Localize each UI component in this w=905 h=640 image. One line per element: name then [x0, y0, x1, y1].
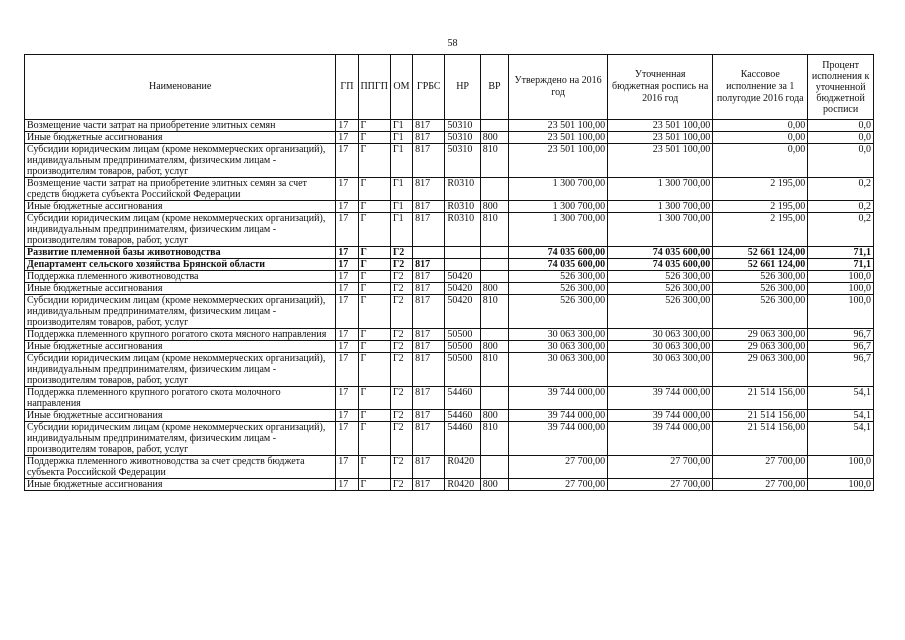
row-cash: 29 063 300,00	[713, 341, 808, 353]
row-name: Департамент сельского хозяйства Брянской области	[25, 259, 336, 271]
row-grbs: 817	[413, 144, 445, 178]
row-percent: 100,0	[808, 479, 874, 491]
row-vr	[480, 329, 508, 341]
row-grbs: 817	[413, 283, 445, 295]
row-cash: 526 300,00	[713, 283, 808, 295]
row-om: Г1	[390, 213, 412, 247]
row-cash: 21 514 156,00	[713, 387, 808, 410]
row-nr: 54460	[445, 387, 480, 410]
row-cash: 2 195,00	[713, 178, 808, 201]
row-ppgp: Г	[358, 283, 390, 295]
row-cash: 29 063 300,00	[713, 329, 808, 341]
row-percent: 71,1	[808, 247, 874, 259]
row-approved: 74 035 600,00	[509, 259, 608, 271]
row-om: Г2	[390, 422, 412, 456]
row-percent: 0,0	[808, 144, 874, 178]
row-refined: 526 300,00	[608, 295, 713, 329]
table-row	[25, 341, 874, 353]
row-refined: 74 035 600,00	[608, 247, 713, 259]
row-refined: 1 300 700,00	[608, 201, 713, 213]
row-om: Г1	[390, 201, 412, 213]
row-vr: 800	[480, 283, 508, 295]
row-approved: 23 501 100,00	[509, 120, 608, 132]
row-gp: 17	[336, 178, 358, 201]
row-nr: 50500	[445, 329, 480, 341]
row-gp: 17	[336, 144, 358, 178]
row-ppgp: Г	[358, 353, 390, 387]
row-percent: 54,1	[808, 410, 874, 422]
table-row	[25, 247, 874, 259]
row-name: Субсидии юридическим лицам (кроме некоммерческих организаций), индивидуальным предпринимателям, физическим лицам - производителям товаров, работ, услуг	[25, 213, 336, 247]
row-nr: 50310	[445, 120, 480, 132]
row-ppgp: Г	[358, 213, 390, 247]
row-om: Г2	[390, 295, 412, 329]
row-name: Поддержка племенного животноводства	[25, 271, 336, 283]
row-name: Субсидии юридическим лицам (кроме некоммерческих организаций), индивидуальным предпринимателям, физическим лицам - производителям товаров, работ, услуг	[25, 353, 336, 387]
row-om: Г2	[390, 387, 412, 410]
row-name: Развитие племенной базы животноводства	[25, 247, 336, 259]
row-om: Г1	[390, 144, 412, 178]
row-grbs: 817	[413, 353, 445, 387]
row-refined: 39 744 000,00	[608, 387, 713, 410]
row-vr: 800	[480, 410, 508, 422]
table-row	[25, 456, 874, 479]
row-ppgp: Г	[358, 178, 390, 201]
row-om: Г1	[390, 120, 412, 132]
row-refined: 39 744 000,00	[608, 422, 713, 456]
row-approved: 526 300,00	[509, 295, 608, 329]
row-nr: 50310	[445, 144, 480, 178]
row-om: Г1	[390, 178, 412, 201]
row-name: Иные бюджетные ассигнования	[25, 132, 336, 144]
row-grbs	[413, 247, 445, 259]
row-gp: 17	[336, 295, 358, 329]
row-ppgp: Г	[358, 456, 390, 479]
row-gp: 17	[336, 247, 358, 259]
table-row	[25, 329, 874, 341]
row-nr: 50500	[445, 353, 480, 387]
header-cash: Кассовое исполнение за 1 полугодие 2016 года	[713, 55, 808, 120]
row-name: Поддержка племенного крупного рогатого скота молочного направления	[25, 387, 336, 410]
row-ppgp: Г	[358, 341, 390, 353]
row-approved: 30 063 300,00	[509, 329, 608, 341]
row-percent: 96,7	[808, 329, 874, 341]
row-cash: 52 661 124,00	[713, 247, 808, 259]
row-cash: 21 514 156,00	[713, 422, 808, 456]
row-percent: 0,2	[808, 178, 874, 201]
row-refined: 526 300,00	[608, 271, 713, 283]
row-gp: 17	[336, 341, 358, 353]
row-grbs: 817	[413, 422, 445, 456]
row-nr: 50420	[445, 271, 480, 283]
row-om: Г2	[390, 247, 412, 259]
row-refined: 1 300 700,00	[608, 213, 713, 247]
row-grbs: 817	[413, 132, 445, 144]
row-name: Субсидии юридическим лицам (кроме некоммерческих организаций), индивидуальным предпринимателям, физическим лицам - производителям товаров, работ, услуг	[25, 295, 336, 329]
header-vr: ВР	[480, 55, 508, 120]
row-cash: 52 661 124,00	[713, 259, 808, 271]
row-om: Г2	[390, 259, 412, 271]
row-gp: 17	[336, 456, 358, 479]
row-vr: 810	[480, 144, 508, 178]
header-name: Наименование	[25, 55, 336, 120]
row-grbs: 817	[413, 120, 445, 132]
row-om: Г2	[390, 456, 412, 479]
row-gp: 17	[336, 353, 358, 387]
table-row	[25, 132, 874, 144]
row-om: Г2	[390, 479, 412, 491]
row-gp: 17	[336, 410, 358, 422]
row-om: Г2	[390, 410, 412, 422]
row-name: Иные бюджетные ассигнования	[25, 341, 336, 353]
table-row	[25, 213, 874, 247]
row-cash: 21 514 156,00	[713, 410, 808, 422]
row-percent: 100,0	[808, 283, 874, 295]
row-vr	[480, 387, 508, 410]
row-refined: 30 063 300,00	[608, 353, 713, 387]
row-name: Поддержка племенного крупного рогатого скота мясного направления	[25, 329, 336, 341]
row-cash: 27 700,00	[713, 479, 808, 491]
row-cash: 27 700,00	[713, 456, 808, 479]
header-grbs: ГРБС	[413, 55, 445, 120]
row-approved: 1 300 700,00	[509, 201, 608, 213]
row-refined: 23 501 100,00	[608, 120, 713, 132]
row-grbs: 817	[413, 329, 445, 341]
row-vr	[480, 178, 508, 201]
page-number: 58	[447, 38, 458, 49]
row-nr: 54460	[445, 422, 480, 456]
row-name: Возмещение части затрат на приобретение элитных семян за счет средств бюджета субъекта Российской Федерации	[25, 178, 336, 201]
row-vr	[480, 271, 508, 283]
row-gp: 17	[336, 479, 358, 491]
row-cash: 526 300,00	[713, 295, 808, 329]
table-row	[25, 178, 874, 201]
row-refined: 526 300,00	[608, 283, 713, 295]
row-vr: 800	[480, 341, 508, 353]
row-nr: R0310	[445, 213, 480, 247]
row-ppgp: Г	[358, 144, 390, 178]
row-ppgp: Г	[358, 422, 390, 456]
row-percent: 54,1	[808, 387, 874, 410]
row-nr: 50420	[445, 295, 480, 329]
row-percent: 100,0	[808, 295, 874, 329]
row-vr: 800	[480, 201, 508, 213]
row-vr: 810	[480, 422, 508, 456]
row-ppgp: Г	[358, 271, 390, 283]
table-row	[25, 271, 874, 283]
row-grbs: 817	[413, 387, 445, 410]
row-refined: 27 700,00	[608, 479, 713, 491]
row-refined: 23 501 100,00	[608, 132, 713, 144]
row-refined: 74 035 600,00	[608, 259, 713, 271]
row-om: Г2	[390, 329, 412, 341]
row-approved: 23 501 100,00	[509, 144, 608, 178]
table-row	[25, 144, 874, 178]
row-ppgp: Г	[358, 120, 390, 132]
table-row	[25, 422, 874, 456]
table-row	[25, 120, 874, 132]
row-approved: 1 300 700,00	[509, 178, 608, 201]
row-gp: 17	[336, 201, 358, 213]
row-name: Субсидии юридическим лицам (кроме некоммерческих организаций), индивидуальным предпринимателям, физическим лицам - производителям товаров, работ, услуг	[25, 422, 336, 456]
row-ppgp: Г	[358, 247, 390, 259]
row-grbs: 817	[413, 295, 445, 329]
row-gp: 17	[336, 283, 358, 295]
row-approved: 39 744 000,00	[509, 387, 608, 410]
row-percent: 0,0	[808, 132, 874, 144]
row-grbs: 817	[413, 410, 445, 422]
row-gp: 17	[336, 387, 358, 410]
row-refined: 1 300 700,00	[608, 178, 713, 201]
row-grbs: 817	[413, 178, 445, 201]
row-grbs: 817	[413, 259, 445, 271]
header-ppgp: ППГП	[358, 55, 390, 120]
table-header-row	[25, 55, 874, 120]
row-nr	[445, 259, 480, 271]
row-ppgp: Г	[358, 387, 390, 410]
row-om: Г2	[390, 271, 412, 283]
row-gp: 17	[336, 422, 358, 456]
header-om: ОМ	[390, 55, 412, 120]
row-percent: 100,0	[808, 271, 874, 283]
row-vr	[480, 456, 508, 479]
row-cash: 0,00	[713, 120, 808, 132]
row-nr	[445, 247, 480, 259]
row-refined: 23 501 100,00	[608, 144, 713, 178]
row-percent: 100,0	[808, 456, 874, 479]
row-om: Г2	[390, 353, 412, 387]
row-approved: 27 700,00	[509, 479, 608, 491]
row-nr: R0420	[445, 479, 480, 491]
row-name: Иные бюджетные ассигнования	[25, 479, 336, 491]
row-name: Иные бюджетные ассигнования	[25, 283, 336, 295]
header-gp: ГП	[336, 55, 358, 120]
row-approved: 23 501 100,00	[509, 132, 608, 144]
row-percent: 54,1	[808, 422, 874, 456]
row-refined: 39 744 000,00	[608, 410, 713, 422]
header-nr: НР	[445, 55, 480, 120]
row-vr: 810	[480, 295, 508, 329]
row-percent: 96,7	[808, 341, 874, 353]
table-row	[25, 479, 874, 491]
row-grbs: 817	[413, 479, 445, 491]
row-vr: 810	[480, 213, 508, 247]
row-om: Г2	[390, 341, 412, 353]
table-row	[25, 353, 874, 387]
row-approved: 39 744 000,00	[509, 422, 608, 456]
row-ppgp: Г	[358, 410, 390, 422]
row-nr: R0420	[445, 456, 480, 479]
row-gp: 17	[336, 120, 358, 132]
header-approved: Утверждено на 2016 год	[509, 55, 608, 120]
row-approved: 74 035 600,00	[509, 247, 608, 259]
row-approved: 30 063 300,00	[509, 341, 608, 353]
row-ppgp: Г	[358, 201, 390, 213]
row-grbs: 817	[413, 456, 445, 479]
table-row	[25, 201, 874, 213]
row-om: Г1	[390, 132, 412, 144]
row-percent: 0,0	[808, 120, 874, 132]
row-percent: 71,1	[808, 259, 874, 271]
row-name: Субсидии юридическим лицам (кроме некоммерческих организаций), индивидуальным предпринимателям, физическим лицам - производителям товаров, работ, услуг	[25, 144, 336, 178]
row-name: Иные бюджетные ассигнования	[25, 201, 336, 213]
row-percent: 96,7	[808, 353, 874, 387]
row-approved: 39 744 000,00	[509, 410, 608, 422]
row-approved: 526 300,00	[509, 271, 608, 283]
row-approved: 27 700,00	[509, 456, 608, 479]
row-name: Возмещение части затрат на приобретение элитных семян	[25, 120, 336, 132]
row-percent: 0,2	[808, 201, 874, 213]
table-row	[25, 259, 874, 271]
row-grbs: 817	[413, 341, 445, 353]
row-ppgp: Г	[358, 295, 390, 329]
budget-execution-table	[24, 54, 874, 491]
row-gp: 17	[336, 132, 358, 144]
row-nr: 54460	[445, 410, 480, 422]
row-name: Иные бюджетные ассигнования	[25, 410, 336, 422]
row-cash: 526 300,00	[713, 271, 808, 283]
row-vr: 800	[480, 132, 508, 144]
table-row	[25, 283, 874, 295]
row-refined: 27 700,00	[608, 456, 713, 479]
row-nr: 50310	[445, 132, 480, 144]
row-grbs: 817	[413, 201, 445, 213]
row-vr	[480, 247, 508, 259]
row-nr: 50500	[445, 341, 480, 353]
row-cash: 0,00	[713, 144, 808, 178]
row-om: Г2	[390, 283, 412, 295]
row-cash: 29 063 300,00	[713, 353, 808, 387]
row-ppgp: Г	[358, 259, 390, 271]
row-name: Поддержка племенного животноводства за счет средств бюджета субъекта Российской Федерации	[25, 456, 336, 479]
row-refined: 30 063 300,00	[608, 341, 713, 353]
row-gp: 17	[336, 329, 358, 341]
row-gp: 17	[336, 271, 358, 283]
row-gp: 17	[336, 259, 358, 271]
row-approved: 1 300 700,00	[509, 213, 608, 247]
row-percent: 0,2	[808, 213, 874, 247]
row-nr: R0310	[445, 201, 480, 213]
row-cash: 2 195,00	[713, 201, 808, 213]
row-cash: 2 195,00	[713, 213, 808, 247]
row-ppgp: Г	[358, 132, 390, 144]
row-vr	[480, 120, 508, 132]
table-row	[25, 387, 874, 410]
row-grbs: 817	[413, 213, 445, 247]
row-vr: 800	[480, 479, 508, 491]
header-refined: Уточненная бюджетная роспись на 2016 год	[608, 55, 713, 120]
row-nr: 50420	[445, 283, 480, 295]
table-row	[25, 295, 874, 329]
row-ppgp: Г	[358, 479, 390, 491]
row-refined: 30 063 300,00	[608, 329, 713, 341]
table-row	[25, 410, 874, 422]
row-vr: 810	[480, 353, 508, 387]
row-approved: 30 063 300,00	[509, 353, 608, 387]
header-percent: Процент исполнения к уточненной бюджетной росписи	[808, 55, 874, 120]
row-cash: 0,00	[713, 132, 808, 144]
row-approved: 526 300,00	[509, 283, 608, 295]
row-nr: R0310	[445, 178, 480, 201]
row-vr	[480, 259, 508, 271]
row-grbs: 817	[413, 271, 445, 283]
row-gp: 17	[336, 213, 358, 247]
row-ppgp: Г	[358, 329, 390, 341]
